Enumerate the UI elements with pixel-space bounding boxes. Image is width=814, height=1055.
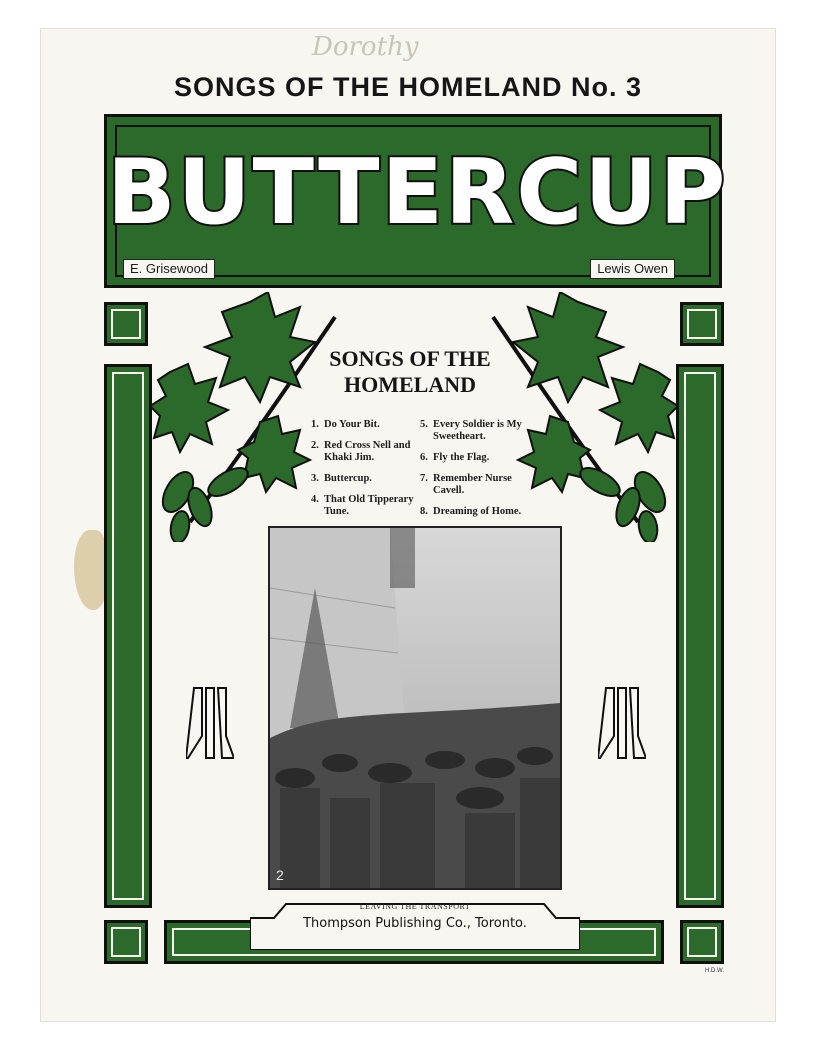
songs-list-left bbox=[311, 419, 415, 527]
photo-number: 2 bbox=[276, 867, 284, 883]
pillar-ornament-right-icon bbox=[598, 686, 646, 760]
list-item: 7. Remember Nurse Cavell. bbox=[420, 473, 512, 496]
songs-heading bbox=[310, 346, 510, 398]
list-item: 2. Red Cross Nell and Khaki Jim. bbox=[311, 440, 411, 463]
right-border-bar bbox=[676, 364, 724, 908]
song-title: BUTTERCUP bbox=[107, 140, 728, 245]
corner-square-top-right bbox=[680, 302, 724, 346]
songs-heading-line2: HOMELAND bbox=[344, 372, 476, 397]
list-item: 6. Fly the Flag. bbox=[420, 452, 490, 463]
list-item: 8. Dreaming of Home. bbox=[420, 506, 522, 517]
list-item: 1. Do Your Bit. bbox=[311, 419, 380, 430]
lyricist-name: E. Grisewood bbox=[123, 259, 215, 279]
pillar-ornament-left-icon bbox=[186, 686, 234, 760]
songs-list-right bbox=[420, 419, 524, 527]
handwritten-signature: Dorothy bbox=[312, 32, 419, 62]
publisher-name: Thompson Publishing Co., Toronto. bbox=[303, 916, 527, 931]
corner-square-top-left bbox=[104, 302, 148, 346]
series-title: SONGS OF THE HOMELAND No. 3 bbox=[173, 72, 643, 102]
songs-heading-line1: SONGS OF THE bbox=[329, 346, 491, 371]
list-item: 3. Buttercup. bbox=[311, 473, 372, 484]
title-banner bbox=[104, 114, 728, 288]
composer-name: Lewis Owen bbox=[590, 259, 675, 279]
list-item: 5. Every Soldier is My Sweetheart. bbox=[420, 419, 522, 442]
photo-illustration bbox=[270, 528, 560, 888]
artist-initials: H.D.W. bbox=[705, 968, 724, 974]
corner-square-bottom-left bbox=[104, 920, 148, 964]
troops-photo bbox=[268, 526, 562, 890]
paper-tear-stain bbox=[74, 530, 108, 610]
left-border-bar bbox=[104, 364, 152, 908]
corner-square-bottom-right bbox=[680, 920, 724, 964]
list-item: 4. That Old Tipperary Tune. bbox=[311, 494, 414, 517]
photo-caption: LEAVING THE TRANSPORT bbox=[359, 902, 471, 911]
